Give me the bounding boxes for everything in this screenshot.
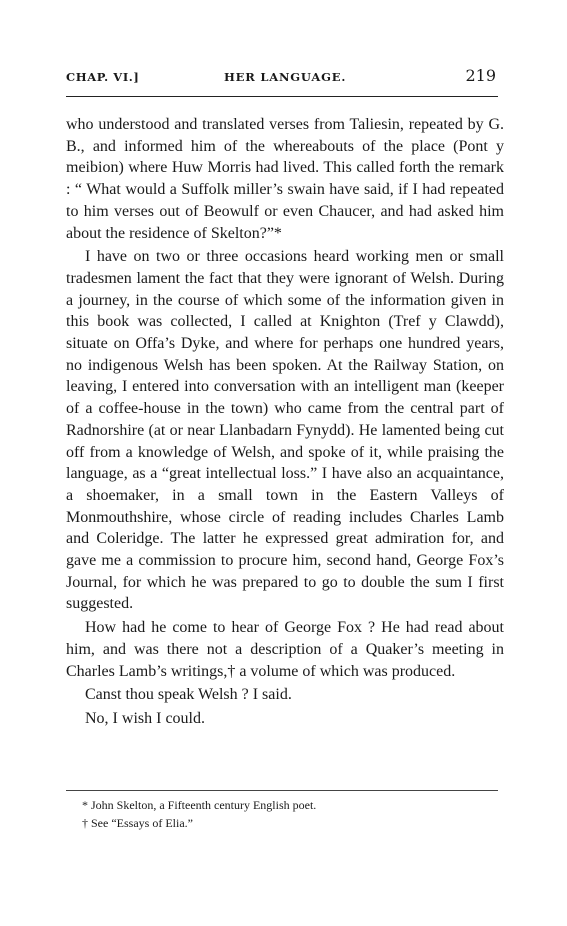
footnote-rule [66,790,498,791]
running-header [66,66,496,88]
chapter-label: CHAP. VI.] [66,70,140,84]
body-text [66,114,504,730]
page-number: 219 [465,66,496,85]
paragraph-question: Canst thou speak Welsh ? I said. [85,686,292,704]
paragraph-knighton: I have on two or three occasions heard working men or small tradesmen lament the fact that they were ignorant of Welsh. During a journey, in the course of which some of the information given in this book was collected, I called at Knighton (Tref y Clawdd), situate on Offa’s Dyke, and where for perhaps one hundred years, no indigenous Welsh has been spoken. At the Railway Station, on leaving, I entered into conversation with an intelligent man (keeper of a coffee-house in the town) who came from the central part of Radnorshire (at or near Llanbadarn Fynydd). He lamented being cut off from a knowledge of Welsh, and spoke of it, while praising the language, as a “great intellectual loss.” I have also an acquaintance, a shoemaker, in a small town in the Eastern Valleys of Monmouthshire, whose circle of reading includes Charles Lamb and Coleridge. The latter he expressed great admiration for, and gave me a commission to procure him, second hand, George Fox’s Journal, for which he was prepared to go to double the sum I first suggested. [66,248,504,613]
header-rule [66,96,498,97]
running-title: HER LANGUAGE. [224,70,347,84]
paragraph-continuation: who understood and translated verses from Taliesin, repeated by G. B., and informed him of the whereabouts of the place (Pont y meibion) where Huw Morris had lived. This called forth the remark : “ What would a Suffolk miller’s swain have said, if I had repeated to him verses out of Beowulf or even Chaucer, and had asked him about the residence of Skelton?”* [66,116,504,242]
footnote-skelton: * John Skelton, a Fifteenth century English poet. [82,798,317,812]
paragraph-george-fox: How had he come to hear of George Fox ? He had read about him, and was there not a description of a Quaker’s meeting in Charles Lamb’s writings,† a volume of which was produced. [66,619,504,680]
footnotes [82,796,316,832]
footnote-elia: † See “Essays of Elia.” [82,816,193,830]
paragraph-answer: No, I wish I could. [85,709,205,727]
